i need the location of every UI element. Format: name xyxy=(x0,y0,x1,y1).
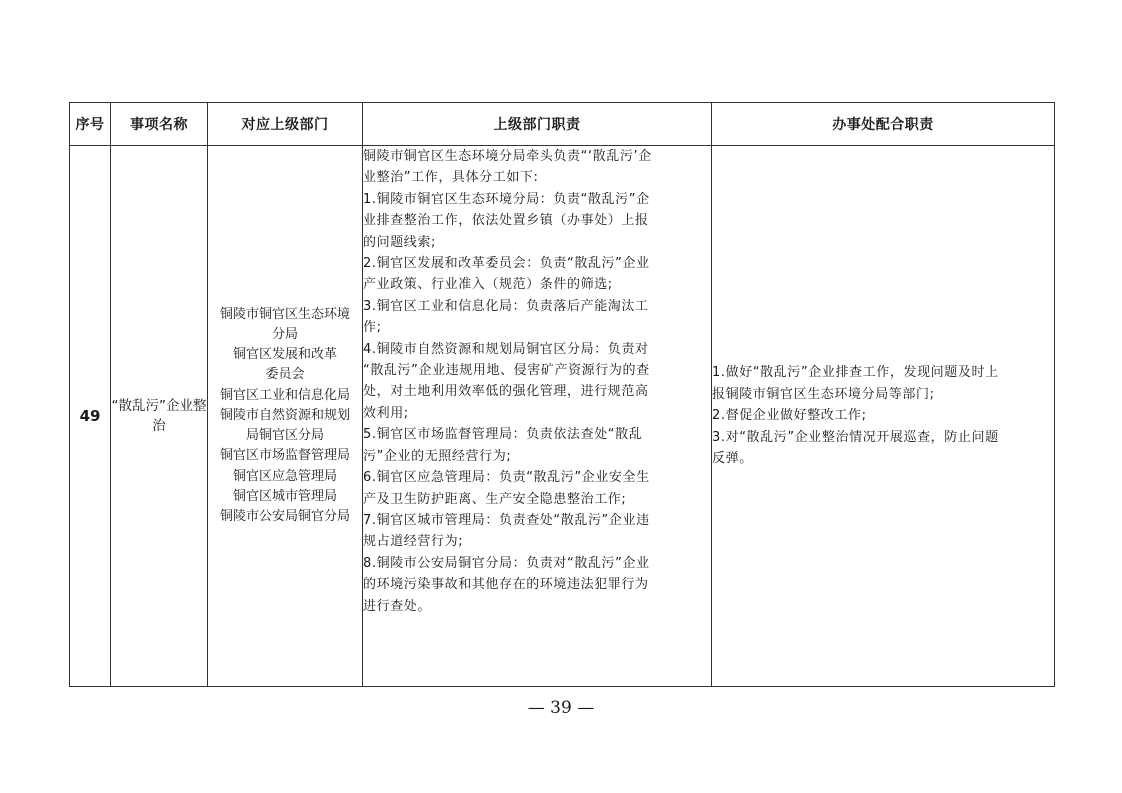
duty-line: 产业政策、行业准入（规范）条件的筛选; xyxy=(363,277,613,293)
department-line: 铜官区发展和改革 xyxy=(232,347,337,363)
duty-line: 处，对土地利用效率低的强化管理，进行规范高 xyxy=(363,384,649,400)
duty-line: 进行查处。 xyxy=(363,598,432,614)
department-line: 铜官区工业和信息化局 xyxy=(219,387,350,403)
duty-line: 7.铜官区城市管理局：负责查处“散乱污”企业违 xyxy=(363,512,650,528)
duty-line: 2.铜官区发展和改革委员会：负责“散乱污”企业 xyxy=(363,256,650,272)
department-list xyxy=(208,146,363,687)
department-line: 委员会 xyxy=(265,367,305,383)
duty-line: 的环境污染事故和其他存在的环境违法犯罪行为 xyxy=(363,577,649,593)
duty-line: 3.铜官区工业和信息化局：负责落后产能淘汰工 xyxy=(363,298,649,314)
cooperation-line: 2.督促企业做好整改工作; xyxy=(712,408,867,424)
cooperation-line: 3.对“散乱污”企业整治情况开展巡查，防止问题 xyxy=(712,429,999,445)
duty-line: 产及卫生防护距离、生产安全隐患整治工作; xyxy=(363,491,627,507)
department-line: 铜官区应急管理局 xyxy=(232,468,337,484)
office-cooperation-text xyxy=(712,146,1055,687)
department-line: 铜陵市自然资源和规划 xyxy=(219,407,350,423)
cooperation-line: 反弹。 xyxy=(712,451,753,467)
duty-line: 规占道经营行为; xyxy=(363,534,464,550)
header-item-name: 事项名称 xyxy=(111,103,208,146)
department-line: 铜官区市场监督管理局 xyxy=(219,448,350,464)
cooperation-line: 1.做好“散乱污”企业排查工作，发现问题及时上 xyxy=(712,365,999,381)
responsibility-table xyxy=(69,102,1055,687)
cooperation-line: 报铜陵市铜官区生态环境分局等部门; xyxy=(712,386,935,402)
department-line: 铜陵市铜官区生态环境 xyxy=(219,306,350,322)
header-row xyxy=(70,103,1055,146)
duty-line: “散乱污”企业违规用地、侵害矿产资源行为的查 xyxy=(363,363,650,379)
duty-line: 4.铜陵市自然资源和规划局铜官区分局：负责对 xyxy=(363,341,649,357)
department-line: 局铜官区分局 xyxy=(245,428,324,444)
header-superior-duties: 上级部门职责 xyxy=(363,103,712,146)
duty-line: 污”企业的无照经营行为; xyxy=(363,448,512,464)
department-line: 分局 xyxy=(271,327,298,343)
header-superior-department: 对应上级部门 xyxy=(208,103,363,146)
duty-line: 1.铜陵市铜官区生态环境分局：负责“散乱污”企 xyxy=(363,191,650,207)
duty-line: 6.铜官区应急管理局：负责“散乱污”企业安全生 xyxy=(363,470,650,486)
item-name: “散乱污”企业整治 xyxy=(111,146,208,687)
duty-line: 5.铜官区市场监督管理局：负责依法查处“散乱 xyxy=(363,427,643,443)
duty-line: 铜陵市铜官区生态环境分局牵头负责“‘散乱污’企 xyxy=(363,149,652,164)
department-line: 铜官区城市管理局 xyxy=(232,488,337,504)
superior-duties-text xyxy=(363,146,712,687)
duty-line: 业整治”工作，具体分工如下: xyxy=(363,170,539,186)
duty-line: 8.铜陵市公安局铜官分局：负责对“散乱污”企业 xyxy=(363,555,650,571)
table-row xyxy=(70,146,1055,687)
header-serial-number: 序号 xyxy=(70,103,111,146)
duty-line: 的问题线索; xyxy=(363,234,436,250)
duty-line: 作; xyxy=(363,320,382,336)
header-office-cooperation: 办事处配合职责 xyxy=(712,103,1055,146)
duty-line: 业排查整治工作，依法处置乡镇（办事处）上报 xyxy=(363,213,649,229)
page-number: — 39 — xyxy=(527,698,595,718)
duty-line: 效利用; xyxy=(363,405,409,421)
department-line: 铜陵市公安局铜官分局 xyxy=(219,508,350,524)
row-number: 49 xyxy=(70,146,111,687)
